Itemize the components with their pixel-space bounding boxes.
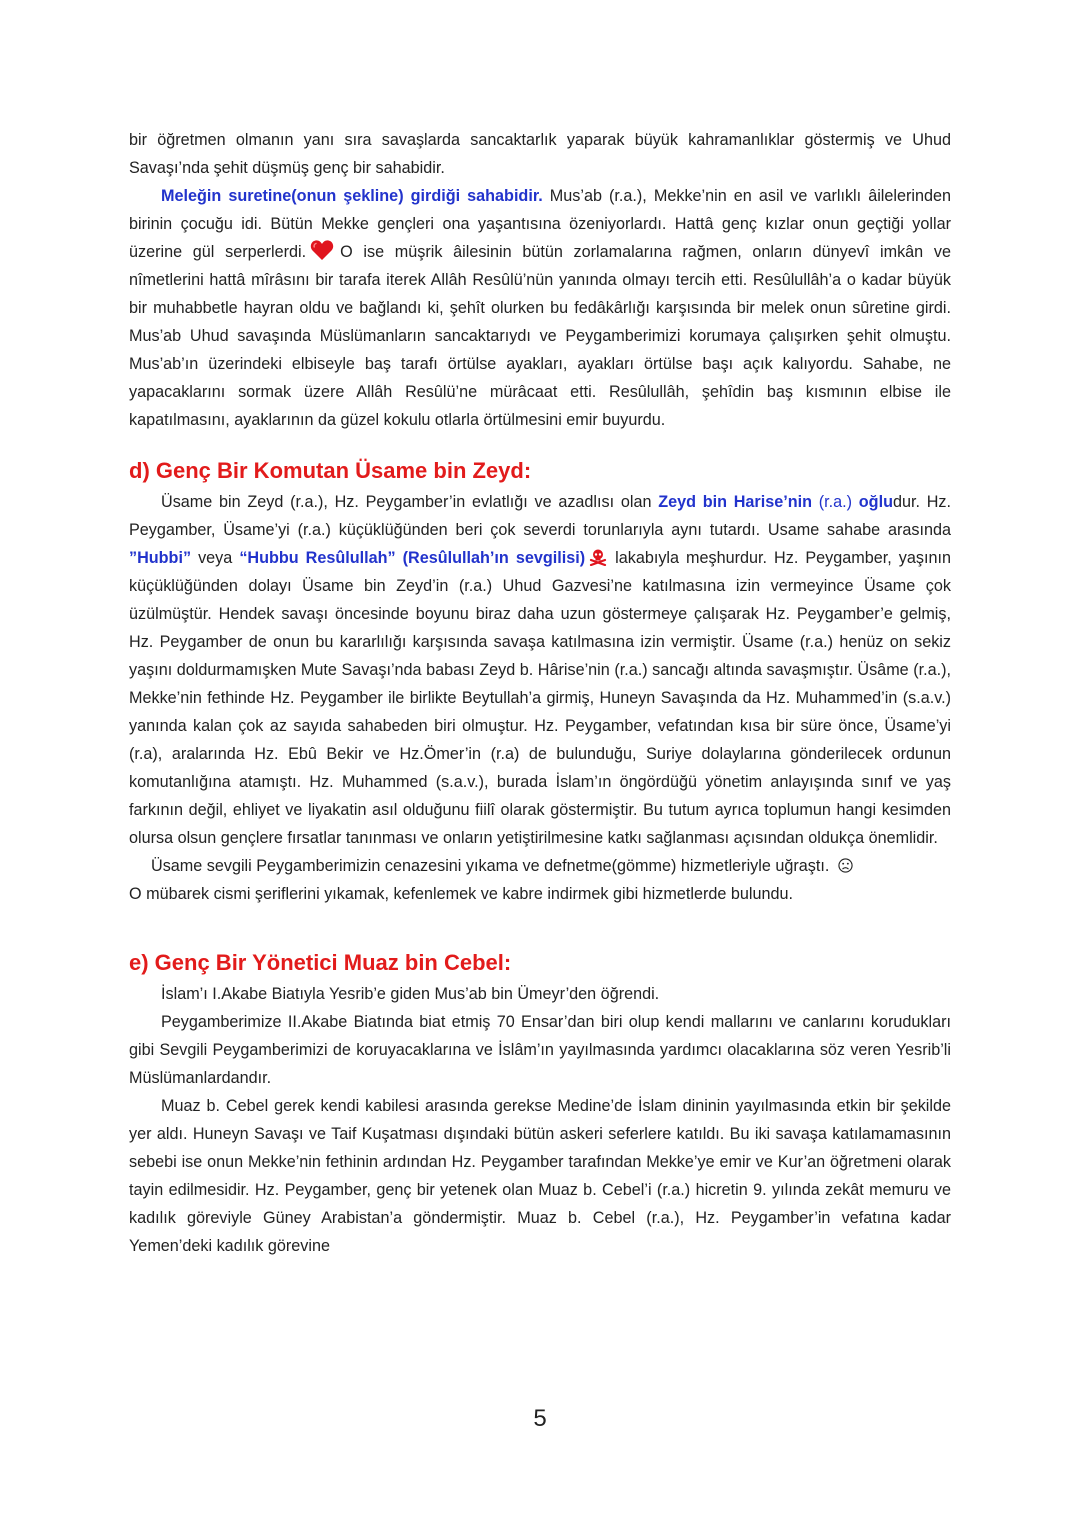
text-span: Üsame bin Zeyd (r.a.), Hz. Peygamber’in evlatlığı ve azadlısı olan	[161, 493, 659, 511]
section-d-paragraph-3: O mübarek cismi şeriflerini yıkamak, kefenlemek ve kabre indirmek gibi hizmetlerde bulundu.	[129, 885, 793, 903]
section-e-paragraph-3: Muaz b. Cebel gerek kendi kabilesi arasında gerekse Medine’de İslam dininin yayılmasında etkin bir şekilde yer aldı. Huneyn Savaşı ve Taif Kuşatması dışındaki bütün askeri seferlere katıldı. Bu iki savaşa katılamamasının sebebi ise onun Mekke’nin fethinin ardından Hz. Peygamber tarafından Mekke’ye emir ve Kur’an öğretmeni olarak tayin edilmesidir. Hz. Peygamber, genç bir yetenek olan Muaz b. Cebel’i (r.a.) hicretin 9. yılında zekât memuru ve kadılık göreviyle Güney Arabistan’a göndermiştir. Muaz b. Cebel (r.a.), Hz. Peygamber’in vefatına kadar Yemen’deki kadılık görevine	[129, 1097, 951, 1255]
text-span: dur. Hz. Peygamber, Üsame’yi (r.a.) küçüklüğünden beri çok severdi torunlarıyla aynı tutardı. Usame sahabe arasında	[129, 493, 951, 539]
section-d-paragraph-1	[129, 488, 951, 852]
text-span: veya	[191, 549, 240, 567]
text-span: Mus’ab (r.a.), Mekke’nin en asil ve varlıklı âilelerinden birinin çocuğu idi. Bütün Mekke gençleri ona yaşantısına özeniyorlardı. Hattâ genç kızlar onun geçtiği yollar üzerine gül serperlerdi.	[129, 187, 951, 261]
section-d-paragraph-2	[129, 852, 951, 880]
text-span: O ise müşrik âilesinin bütün zorlamalarına rağmen, onların dünyevî imkân ve nîmetlerini hattâ mîrâsını bir tarafa iterek Allâh Resûlü’nün yanında olmayı tercih etti. Resûlullâh’a o kadar büyük bir muhabbetle hayran oldu ve bağlandı ki, şehît olurken bu fedâkârlığı karşısında bir melek onun sûretine girdi. Mus’ab Uhud savaşında Müslümanların sancaktarıydı ve Peygamberimizi korumaya çalışırken şehit olmuştu. Mus’ab’ın üzerindeki elbiseyle baş tarafı örtülse ayakları, ayakları örtülse başı açık kalıyordu. Sahabe, ne yapacaklarını sormak üzere Allâh Resûlü’ne mürâcaat etti. Resûlullâh, şehîdin baş kısmının elbise ile kapatılmasını, ayaklarının da güzel kokulu otlarla örtülmesini emir buyurdu.	[129, 243, 951, 429]
section-e-heading: e) Genç Bir Yönetici Muaz bin Cebel:	[129, 950, 512, 975]
skull-icon	[589, 548, 607, 566]
page-content	[129, 126, 951, 1260]
section-e-paragraph-2: Peygamberimize II.Akabe Biatında biat etmiş 70 Ensar’dan biri olup kendi mallarını ve canlarını korudukları gibi Sevgili Peygamberimizi de koruyacaklarına ve İslâm’ın yayılmasında yardımcı olacaklarına söz veren Yesrib’li Müslümanlardandır.	[129, 1013, 951, 1087]
text-span: Üsame sevgili Peygamberimizin cenazesini yıkama ve defnetme(gömme) hizmetleriyle uğraştı.	[151, 857, 830, 875]
highlight-text: “Hubbu Resûlullah” (Resûlullah’ın sevgilisi)	[239, 549, 586, 567]
highlight-text: ”Hubbi”	[129, 549, 192, 567]
highlight-text: Zeyd bin Harise’nin	[658, 493, 813, 511]
highlight-text: oğlu	[858, 493, 893, 511]
highlight-text: (r.a.)	[812, 493, 853, 511]
section-e-paragraph-1: İslam’ı I.Akabe Biatıyla Yesrib’e giden Mus’ab bin Ümeyr’den öğrendi.	[161, 985, 660, 1003]
intro-paragraph-1: bir öğretmen olmanın yanı sıra savaşlarda sancaktarlık yaparak büyük kahramanlıklar göstermiş ve Uhud Savaşı’nda şehit düşmüş genç bir sahabidir.	[129, 131, 951, 177]
frown-icon	[838, 858, 853, 873]
heart-icon	[310, 239, 334, 261]
intro-paragraph-2	[129, 182, 951, 434]
text-span: lakabıyla meşhurdur. Hz. Peygamber, yaşının küçüklüğünden dolayı Üsame bin Zeyd’in (r.a.) Uhud Gazvesi’ne katılmasına izin vermeyince Üsame çok üzülmüştür. Hendek savaşı öncesinde boyunu biraz daha uzun göstermeye çalışarak Hz. Peygamber’e gelmiş, Hz. Peygamber de onun bu kararlılığı karşısında savaşa katılmasına izin vermiştir. Üsame (r.a.) henüz on sekiz yaşını doldurmamışken Mute Savaşı’nda babası Zeyd b. Hârise’nin (r.a.) sancağı altında savaşmıştır. Üsâme (r.a.), Mekke’nin fethinde Hz. Peygamber ile birlikte Beytullah’a girmiş, Huneyn Savaşında da Hz. Muhammed’in (s.a.v.) yanında kalan çok az sayıda sahabeden biri olmuştur. Hz. Peygamber, vefatından kısa bir süre önce, Üsame’yi (r.a), aralarında Hz. Ebû Bekir ve Hz.Ömer’in (r.a) de bulunduğu, Suriye dolaylarına gönderilecek ordunun komutanlığına atamıştı. Hz. Muhammed (s.a.v.), burada İslam’ın öngördüğü yönetim anlayışında sınıf ve yaş farkının değil, ehliyet ve liyakatin asıl olduğunu fiilî olarak göstermiştir. Bu tutum ayrıca toplumun hangi kesimden olursa olsun gençlere fırsatlar tanınması ve onların yetiştirilmesine katkı sağlanması açısından oldukça önemlidir.	[129, 549, 951, 847]
section-d-heading: d) Genç Bir Komutan Üsame bin Zeyd:	[129, 458, 532, 483]
page-number: 5	[533, 1405, 547, 1432]
highlight-text: Meleğin suretine(onun şekline) girdiği sahabidir.	[161, 187, 543, 205]
